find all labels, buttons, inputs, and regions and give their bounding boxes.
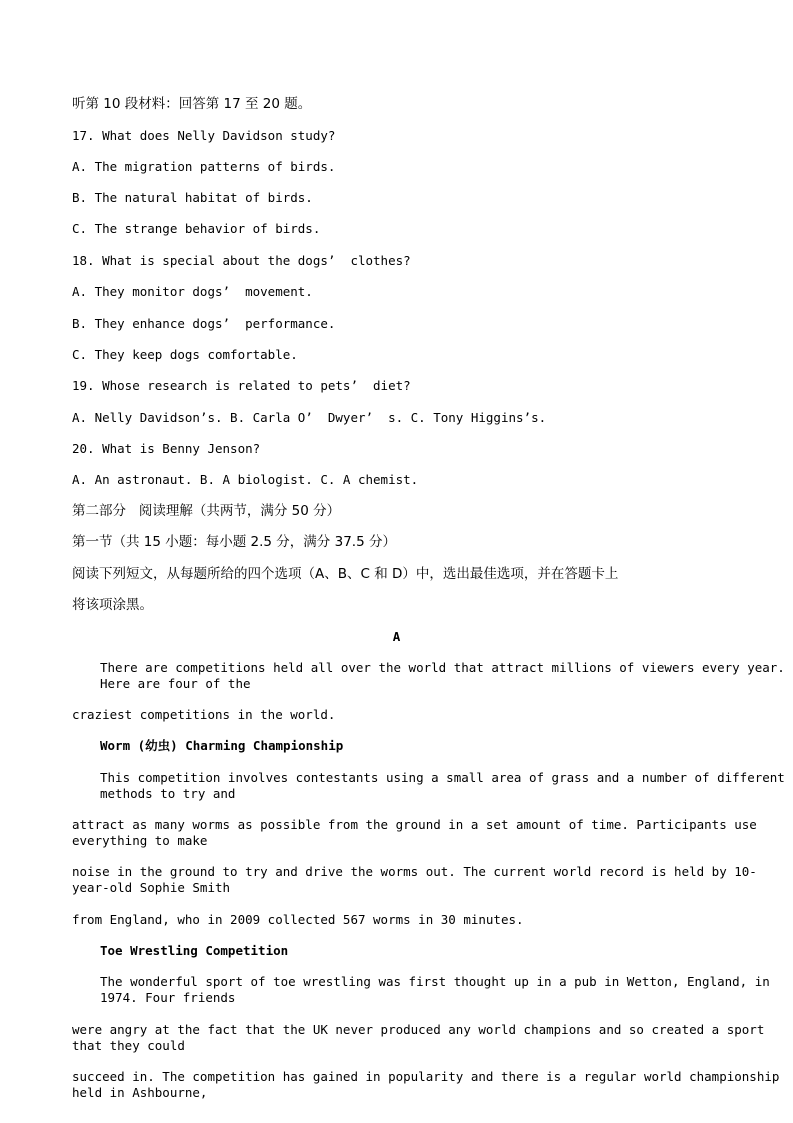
section-heading-toe-wrestling: Toe Wrestling Competition xyxy=(100,943,289,958)
reading-part-heading: 第二部分 阅读理解（共两节，满分 50 分） xyxy=(72,503,341,519)
question-20-options: A. An astronaut. B. A biologist. C. A chemist. xyxy=(72,472,419,487)
question-18-option-a: A. They monitor dogs’ movement. xyxy=(72,284,313,299)
question-17-option-c: C. The strange behavior of birds. xyxy=(72,221,321,236)
question-18: 18. What is special about the dogs’ clothes? xyxy=(72,253,411,268)
passage-paragraph-2d: from England, who in 2009 collected 567 worms in 30 minutes. xyxy=(72,912,524,927)
section-heading-worm: Worm (幼虫) Charming Championship xyxy=(100,738,344,753)
passage-paragraph-1b: craziest competitions in the world. xyxy=(72,707,336,722)
reading-instructions-line1: 阅读下列短文，从每题所给的四个选项（A、B、C 和 D）中，选出最佳选项，并在答题卡上 xyxy=(72,566,619,582)
reading-instructions-line2: 将该项涂黑。 xyxy=(72,597,153,613)
passage-paragraph-1a: There are competitions held all over the world that attract millions of viewers every year. Here are four of the xyxy=(100,660,785,691)
listening-heading: 听第 10 段材料：回答第 17 至 20 题。 xyxy=(72,96,312,112)
passage-paragraph-3b: were angry at the fact that the UK never produced any world champions and so created a sport that they could xyxy=(72,1022,765,1053)
question-19: 19. Whose research is related to pets’ diet? xyxy=(72,378,411,393)
question-17-option-a: A. The migration patterns of birds. xyxy=(72,159,336,174)
question-18-option-b: B. They enhance dogs’ performance. xyxy=(72,316,336,331)
question-17-option-b: B. The natural habitat of birds. xyxy=(72,190,313,205)
reading-section-heading: 第一节（共 15 小题：每小题 2.5 分，满分 37.5 分） xyxy=(72,534,396,550)
passage-paragraph-3c: succeed in. The competition has gained in popularity and there is a regular world championship held in Ashbourne, xyxy=(72,1069,780,1100)
question-20: 20. What is Benny Jenson? xyxy=(72,441,261,456)
passage-paragraph-2b: attract as many worms as possible from the ground in a set amount of time. Participants use everything to make xyxy=(72,817,757,848)
passage-letter: A xyxy=(392,629,401,644)
question-17: 17. What does Nelly Davidson study? xyxy=(72,128,336,143)
question-19-options: A. Nelly Davidson’s. B. Carla O’ Dwyer’ s. C. Tony Higgins’s. xyxy=(72,410,547,425)
question-18-option-c: C. They keep dogs comfortable. xyxy=(72,347,298,362)
passage-paragraph-2c: noise in the ground to try and drive the worms out. The current world record is held by 10-year-old Sophie Smith xyxy=(72,864,757,895)
passage-paragraph-2a: This competition involves contestants using a small area of grass and a number of different methods to try and xyxy=(100,770,785,801)
passage-paragraph-3a: The wonderful sport of toe wrestling was first thought up in a pub in Wetton, England, in 1974. Four friends xyxy=(100,974,770,1005)
